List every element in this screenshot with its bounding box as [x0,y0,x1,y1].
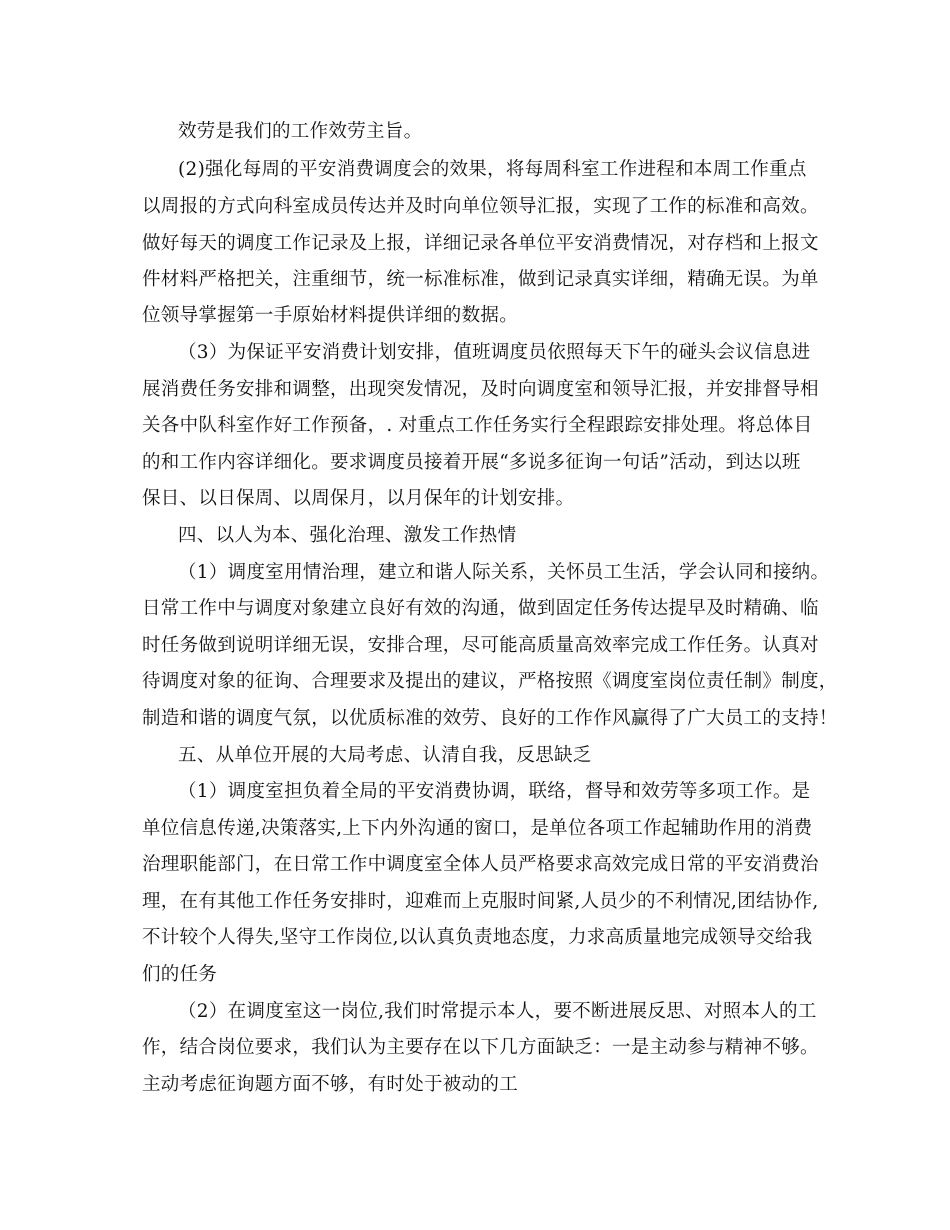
text-line: 制造和谐的调度气氛，以优质标准的效劳、良好的工作作风赢得了广大员工的支持！ [142,708,838,729]
text-line: 以周报的方式向科室成员传达并及时向单位领导汇报，实现了工作的标准和高效。 [142,196,819,217]
text-line: 主动考虑征询题方面不够，有时处于被动的工 [142,1074,519,1095]
section-heading: 四、以人为本、强化治理、激发工作热情 [178,525,517,546]
text-line: 待调度对象的征询、合理要求及提出的建议，严格按照《调度室岗位责任制》制度， [142,671,838,692]
text-line: 效劳是我们的工作效劳主旨。 [178,121,423,142]
text-line: 展消费任务安排和调整，出现突发情况，及时向调度室和领导汇报，并安排督导相 [142,379,819,400]
text-line: 时任务做到说明详细无误，安排合理，尽可能高质量高效率完成工作任务。认真对 [142,635,819,656]
text-line: （3）为保证平安消费计划安排，值班调度员依照每天下午的碰头会议信息进 [178,342,811,363]
text-line: (2)强化每周的平安消费调度会的效果，将每周科室工作进程和本周工作重点 [178,159,807,180]
text-line: 日常工作中与调度对象建立良好有效的沟通，做到固定任务传达提早及时精确、临 [142,598,819,619]
text-line: 位领导掌握第一手原始材料提供详细的数据。 [142,305,519,326]
text-line: 保日、以日保周、以周保月，以月保年的计划安排。 [142,488,575,509]
text-line: 关各中队科室作好工作预备，. 对重点工作任务实行全程跟踪安排处理。将总体目 [142,415,813,436]
text-line: 们的任务 [142,964,218,985]
text-line: 做好每天的调度工作记录及上报，详细记录各单位平安消费情况，对存档和上报文 [142,233,819,254]
text-line: （2）在调度室这一岗位,我们时常提示本人，要不断进展反思、对照本人的工 [178,1001,817,1022]
text-line: （1）调度室担负着全局的平安消费协调，联络，督导和效劳等多项工作。是 [178,781,811,802]
text-line: 理，在有其他工作任务安排时，迎难而上克服时间紧,人员少的不利情况,团结协作, [142,891,819,912]
text-line: 单位信息传递,决策落实,上下内外沟通的窗口，是单位各项工作起辅助作用的消费 [142,818,813,839]
section-heading: 五、从单位开展的大局考虑、认清自我，反思缺乏 [178,745,592,766]
text-line: 不计较个人得失,坚守工作岗位,以认真负责地态度，力求高质量地完成领导交给我 [142,927,813,948]
text-line: 件材料严格把关，注重细节，统一标准标准，做到记录真实详细，精确无误。为单 [142,269,819,290]
text-line: 作，结合岗位要求，我们认为主要存在以下几方面缺乏：一是主动参与精神不够。 [142,1037,819,1058]
text-line: （1）调度室用情治理，建立和谐人际关系，关怀员工生活，学会认同和接纳。 [178,562,830,583]
text-line: 的和工作内容详细化。要求调度员接着开展“多说多征询一句话”活动，到达以班 [142,452,801,473]
text-line: 治理职能部门，在日常工作中调度室全体人员严格要求高效完成日常的平安消费治 [142,854,819,875]
